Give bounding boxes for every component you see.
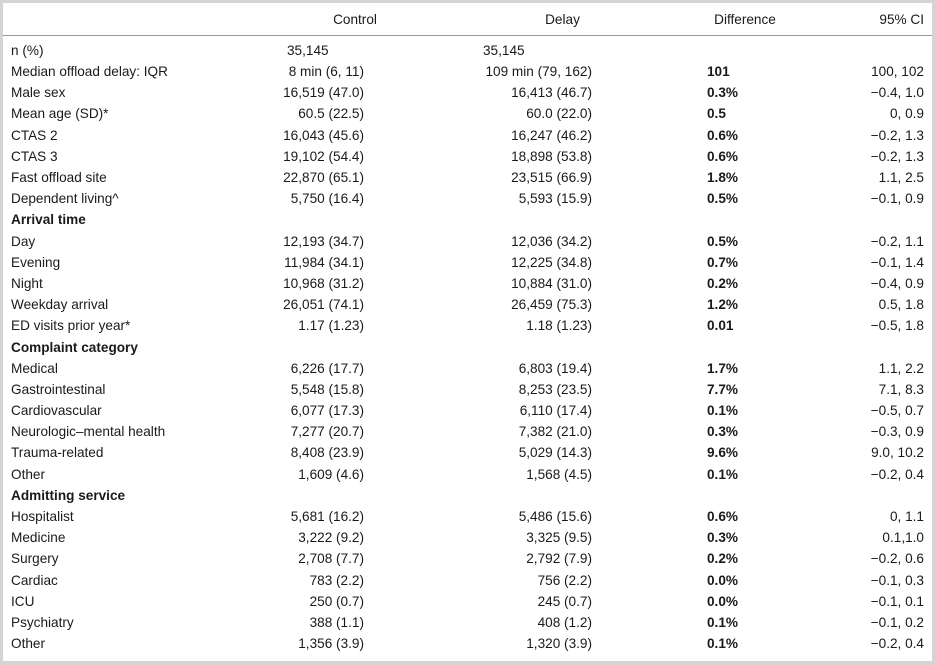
header-delay: Delay — [445, 3, 680, 36]
control-value: 5,548 (15.8) — [290, 381, 364, 397]
table-row — [3, 231, 932, 252]
difference-value: 0.1% — [707, 466, 738, 482]
table-row — [3, 612, 932, 633]
ci-value: −0.4, 0.9 — [870, 275, 924, 291]
delay-value: 12,036 (34.2) — [511, 233, 592, 249]
table-row — [3, 379, 932, 400]
control-value: 6,077 (17.3) — [290, 403, 364, 419]
difference-value: 0.5 — [707, 106, 726, 122]
delay-value: 5,593 (15.9) — [518, 191, 592, 207]
control-value: 60.5 (22.5) — [298, 106, 364, 122]
table-row — [3, 273, 932, 294]
difference-value: 0.3% — [707, 424, 738, 440]
n-row — [3, 36, 932, 62]
control-value: 2,708 (7.7) — [298, 551, 364, 567]
difference-value: 7.7% — [707, 381, 738, 397]
ci-value: −0.2, 0.4 — [870, 636, 924, 652]
difference-value: 0.3% — [707, 85, 738, 101]
difference-value: 0.5% — [707, 191, 738, 207]
ci-value: 0, 0.9 — [889, 106, 924, 122]
table-row — [3, 61, 932, 82]
control-value: 10,968 (31.2) — [283, 275, 364, 291]
row-label: Dependent living^ — [11, 191, 119, 207]
ci-value: −0.1, 0.9 — [870, 191, 924, 207]
table-row — [3, 358, 932, 379]
ci-value — [810, 36, 932, 62]
delay-value: 756 (2.2) — [537, 572, 592, 588]
difference-value: 0.5% — [707, 233, 738, 249]
ci-value: −0.2, 0.6 — [870, 551, 924, 567]
section-title: Complaint category — [11, 339, 138, 355]
row-label: Fast offload site — [11, 170, 107, 186]
table-row — [3, 506, 932, 527]
ci-value: 9.0, 10.2 — [871, 445, 924, 461]
delay-value: 7,382 (21.0) — [518, 424, 592, 440]
delay-value: 1,568 (4.5) — [526, 466, 592, 482]
difference-value: 9.6% — [707, 445, 738, 461]
empty-cell — [265, 485, 445, 506]
delay-value: 8,253 (23.5) — [518, 381, 592, 397]
difference-value: 0.1% — [707, 636, 738, 652]
difference-value: 0.6% — [707, 127, 738, 143]
header-control: Control — [265, 3, 445, 36]
table-row — [3, 125, 932, 146]
empty-cell — [265, 336, 445, 357]
empty-cell — [680, 485, 810, 506]
control-value: 19,102 (54.4) — [283, 148, 364, 164]
control-value: 5,681 (16.2) — [290, 509, 364, 525]
table-body — [3, 36, 932, 655]
ci-value: 1.1, 2.5 — [878, 170, 924, 186]
header-label — [3, 3, 265, 36]
difference-value: 0.1% — [707, 614, 738, 630]
ci-value: −0.1, 0.2 — [870, 614, 924, 630]
control-value: 783 (2.2) — [309, 572, 364, 588]
control-value: 11,984 (34.1) — [284, 254, 364, 270]
header-row — [3, 3, 932, 36]
row-label: Day — [11, 233, 36, 249]
control-value: 8 min (6, 11) — [288, 64, 364, 80]
empty-cell — [445, 485, 680, 506]
ci-value: 0.1,1.0 — [882, 530, 924, 546]
empty-cell — [810, 485, 932, 506]
delay-value: 6,110 (17.4) — [519, 403, 592, 419]
section-title: Admitting service — [11, 487, 126, 503]
empty-cell — [810, 209, 932, 230]
difference-value: 0.6% — [707, 509, 738, 525]
difference-value: 0.3% — [707, 530, 738, 546]
row-label: Psychiatry — [11, 614, 74, 630]
control-value: 35,145 — [287, 43, 329, 58]
delay-value: 109 min (79, 162) — [485, 64, 592, 80]
table-row — [3, 315, 932, 336]
difference-value — [680, 36, 810, 62]
table-row — [3, 167, 932, 188]
delay-value: 245 (0.7) — [537, 593, 592, 609]
row-label: Cardiovascular — [11, 403, 102, 419]
characteristics-table — [3, 3, 932, 654]
delay-value: 26,459 (75.3) — [511, 297, 592, 313]
difference-value: 0.0% — [707, 572, 738, 588]
table-row — [3, 548, 932, 569]
delay-value: 1,320 (3.9) — [526, 636, 592, 652]
delay-value: 1.18 (1.23) — [526, 318, 592, 334]
section-title: Arrival time — [11, 212, 86, 228]
delay-value: 23,515 (66.9) — [511, 170, 592, 186]
control-value: 16,519 (47.0) — [283, 85, 364, 101]
ci-value: −0.5, 1.8 — [870, 318, 924, 334]
difference-value: 1.2% — [707, 297, 738, 313]
table-row — [3, 442, 932, 463]
difference-value: 0.01 — [707, 318, 734, 334]
table-row — [3, 570, 932, 591]
delay-value: 18,898 (53.8) — [511, 148, 592, 164]
control-value: 16,043 (45.6) — [283, 127, 364, 143]
row-label: Evening — [11, 254, 61, 270]
control-value: 12,193 (34.7) — [283, 233, 364, 249]
difference-value: 0.2% — [707, 551, 738, 567]
control-value: 8,408 (23.9) — [290, 445, 364, 461]
ci-value: −0.5, 0.7 — [870, 403, 924, 419]
control-value: 3,222 (9.2) — [298, 530, 364, 546]
delay-value: 2,792 (7.9) — [526, 551, 592, 567]
control-value: 5,750 (16.4) — [290, 191, 364, 207]
row-label: Medicine — [11, 530, 66, 546]
empty-cell — [810, 336, 932, 357]
ci-value: 0, 1.1 — [889, 509, 924, 525]
header-difference: Difference — [680, 3, 810, 36]
delay-value: 5,029 (14.3) — [518, 445, 592, 461]
row-label: Cardiac — [11, 572, 58, 588]
ci-value: −0.2, 1.3 — [870, 127, 924, 143]
table-frame — [3, 3, 932, 661]
table-row — [3, 464, 932, 485]
header-ci: 95% CI — [810, 3, 932, 36]
difference-value: 0.6% — [707, 148, 738, 164]
ci-value: 100, 102 — [871, 64, 924, 80]
difference-value: 0.2% — [707, 275, 738, 291]
control-value: 6,226 (17.7) — [290, 360, 364, 376]
row-label: Medical — [11, 360, 58, 376]
row-label: Trauma-related — [11, 445, 104, 461]
table-row — [3, 103, 932, 124]
ci-value: −0.2, 0.4 — [870, 466, 924, 482]
row-label: CTAS 2 — [11, 127, 58, 143]
control-value: 1,356 (3.9) — [298, 636, 364, 652]
row-label: Night — [11, 275, 43, 291]
row-label: ED visits prior year* — [11, 318, 131, 334]
control-value: 22,870 (65.1) — [283, 170, 364, 186]
row-label: Gastrointestinal — [11, 381, 106, 397]
control-value: 1,609 (4.6) — [298, 466, 364, 482]
row-label: Median offload delay: IQR — [11, 64, 168, 80]
section-header-row — [3, 209, 932, 230]
row-label: ICU — [11, 593, 35, 609]
empty-cell — [265, 209, 445, 230]
table-row — [3, 146, 932, 167]
row-label: Mean age (SD)* — [11, 106, 109, 122]
table-row — [3, 294, 932, 315]
control-value: 388 (1.1) — [309, 614, 364, 630]
section-header-row — [3, 336, 932, 357]
table-row — [3, 527, 932, 548]
row-label: Hospitalist — [11, 509, 74, 525]
control-value: 26,051 (74.1) — [283, 297, 364, 313]
ci-value: −0.1, 1.4 — [870, 254, 924, 270]
difference-value: 1.7% — [707, 360, 738, 376]
difference-value: 101 — [707, 64, 730, 80]
ci-value: −0.2, 1.1 — [870, 233, 924, 249]
delay-value: 60.0 (22.0) — [526, 106, 592, 122]
delay-value: 6,803 (19.4) — [518, 360, 592, 376]
delay-value: 16,413 (46.7) — [511, 85, 592, 101]
delay-value: 3,325 (9.5) — [526, 530, 592, 546]
row-label: n (%) — [11, 43, 44, 58]
control-value: 1.17 (1.23) — [298, 318, 364, 334]
ci-value: −0.1, 0.3 — [870, 572, 924, 588]
ci-value: −0.2, 1.3 — [870, 148, 924, 164]
ci-value: 1.1, 2.2 — [878, 360, 924, 376]
ci-value: −0.4, 1.0 — [870, 85, 924, 101]
control-value: 7,277 (20.7) — [290, 424, 364, 440]
table-row — [3, 188, 932, 209]
difference-value: 0.0% — [707, 593, 738, 609]
delay-value: 35,145 — [483, 43, 525, 58]
section-header-row — [3, 485, 932, 506]
row-label: Neurologic–mental health — [11, 424, 166, 440]
row-label: Weekday arrival — [11, 297, 109, 313]
delay-value: 12,225 (34.8) — [511, 254, 592, 270]
table-row — [3, 591, 932, 612]
row-label: Other — [11, 636, 45, 652]
empty-cell — [445, 209, 680, 230]
table-row — [3, 633, 932, 654]
row-label: Other — [11, 466, 45, 482]
empty-cell — [445, 336, 680, 357]
row-label: CTAS 3 — [11, 148, 58, 164]
ci-value: −0.1, 0.1 — [870, 593, 924, 609]
empty-cell — [680, 209, 810, 230]
ci-value: 0.5, 1.8 — [878, 297, 924, 313]
delay-value: 408 (1.2) — [537, 614, 592, 630]
ci-value: −0.3, 0.9 — [870, 424, 924, 440]
row-label: Male sex — [11, 85, 66, 101]
delay-value: 5,486 (15.6) — [518, 509, 592, 525]
empty-cell — [680, 336, 810, 357]
table-row — [3, 82, 932, 103]
difference-value: 0.7% — [707, 254, 738, 270]
delay-value: 10,884 (31.0) — [511, 275, 592, 291]
control-value: 250 (0.7) — [309, 593, 364, 609]
table-row — [3, 400, 932, 421]
table-row — [3, 421, 932, 442]
ci-value: 7.1, 8.3 — [878, 381, 924, 397]
difference-value: 0.1% — [707, 403, 738, 419]
table-row — [3, 252, 932, 273]
row-label: Surgery — [11, 551, 59, 567]
difference-value: 1.8% — [707, 170, 738, 186]
delay-value: 16,247 (46.2) — [511, 127, 592, 143]
